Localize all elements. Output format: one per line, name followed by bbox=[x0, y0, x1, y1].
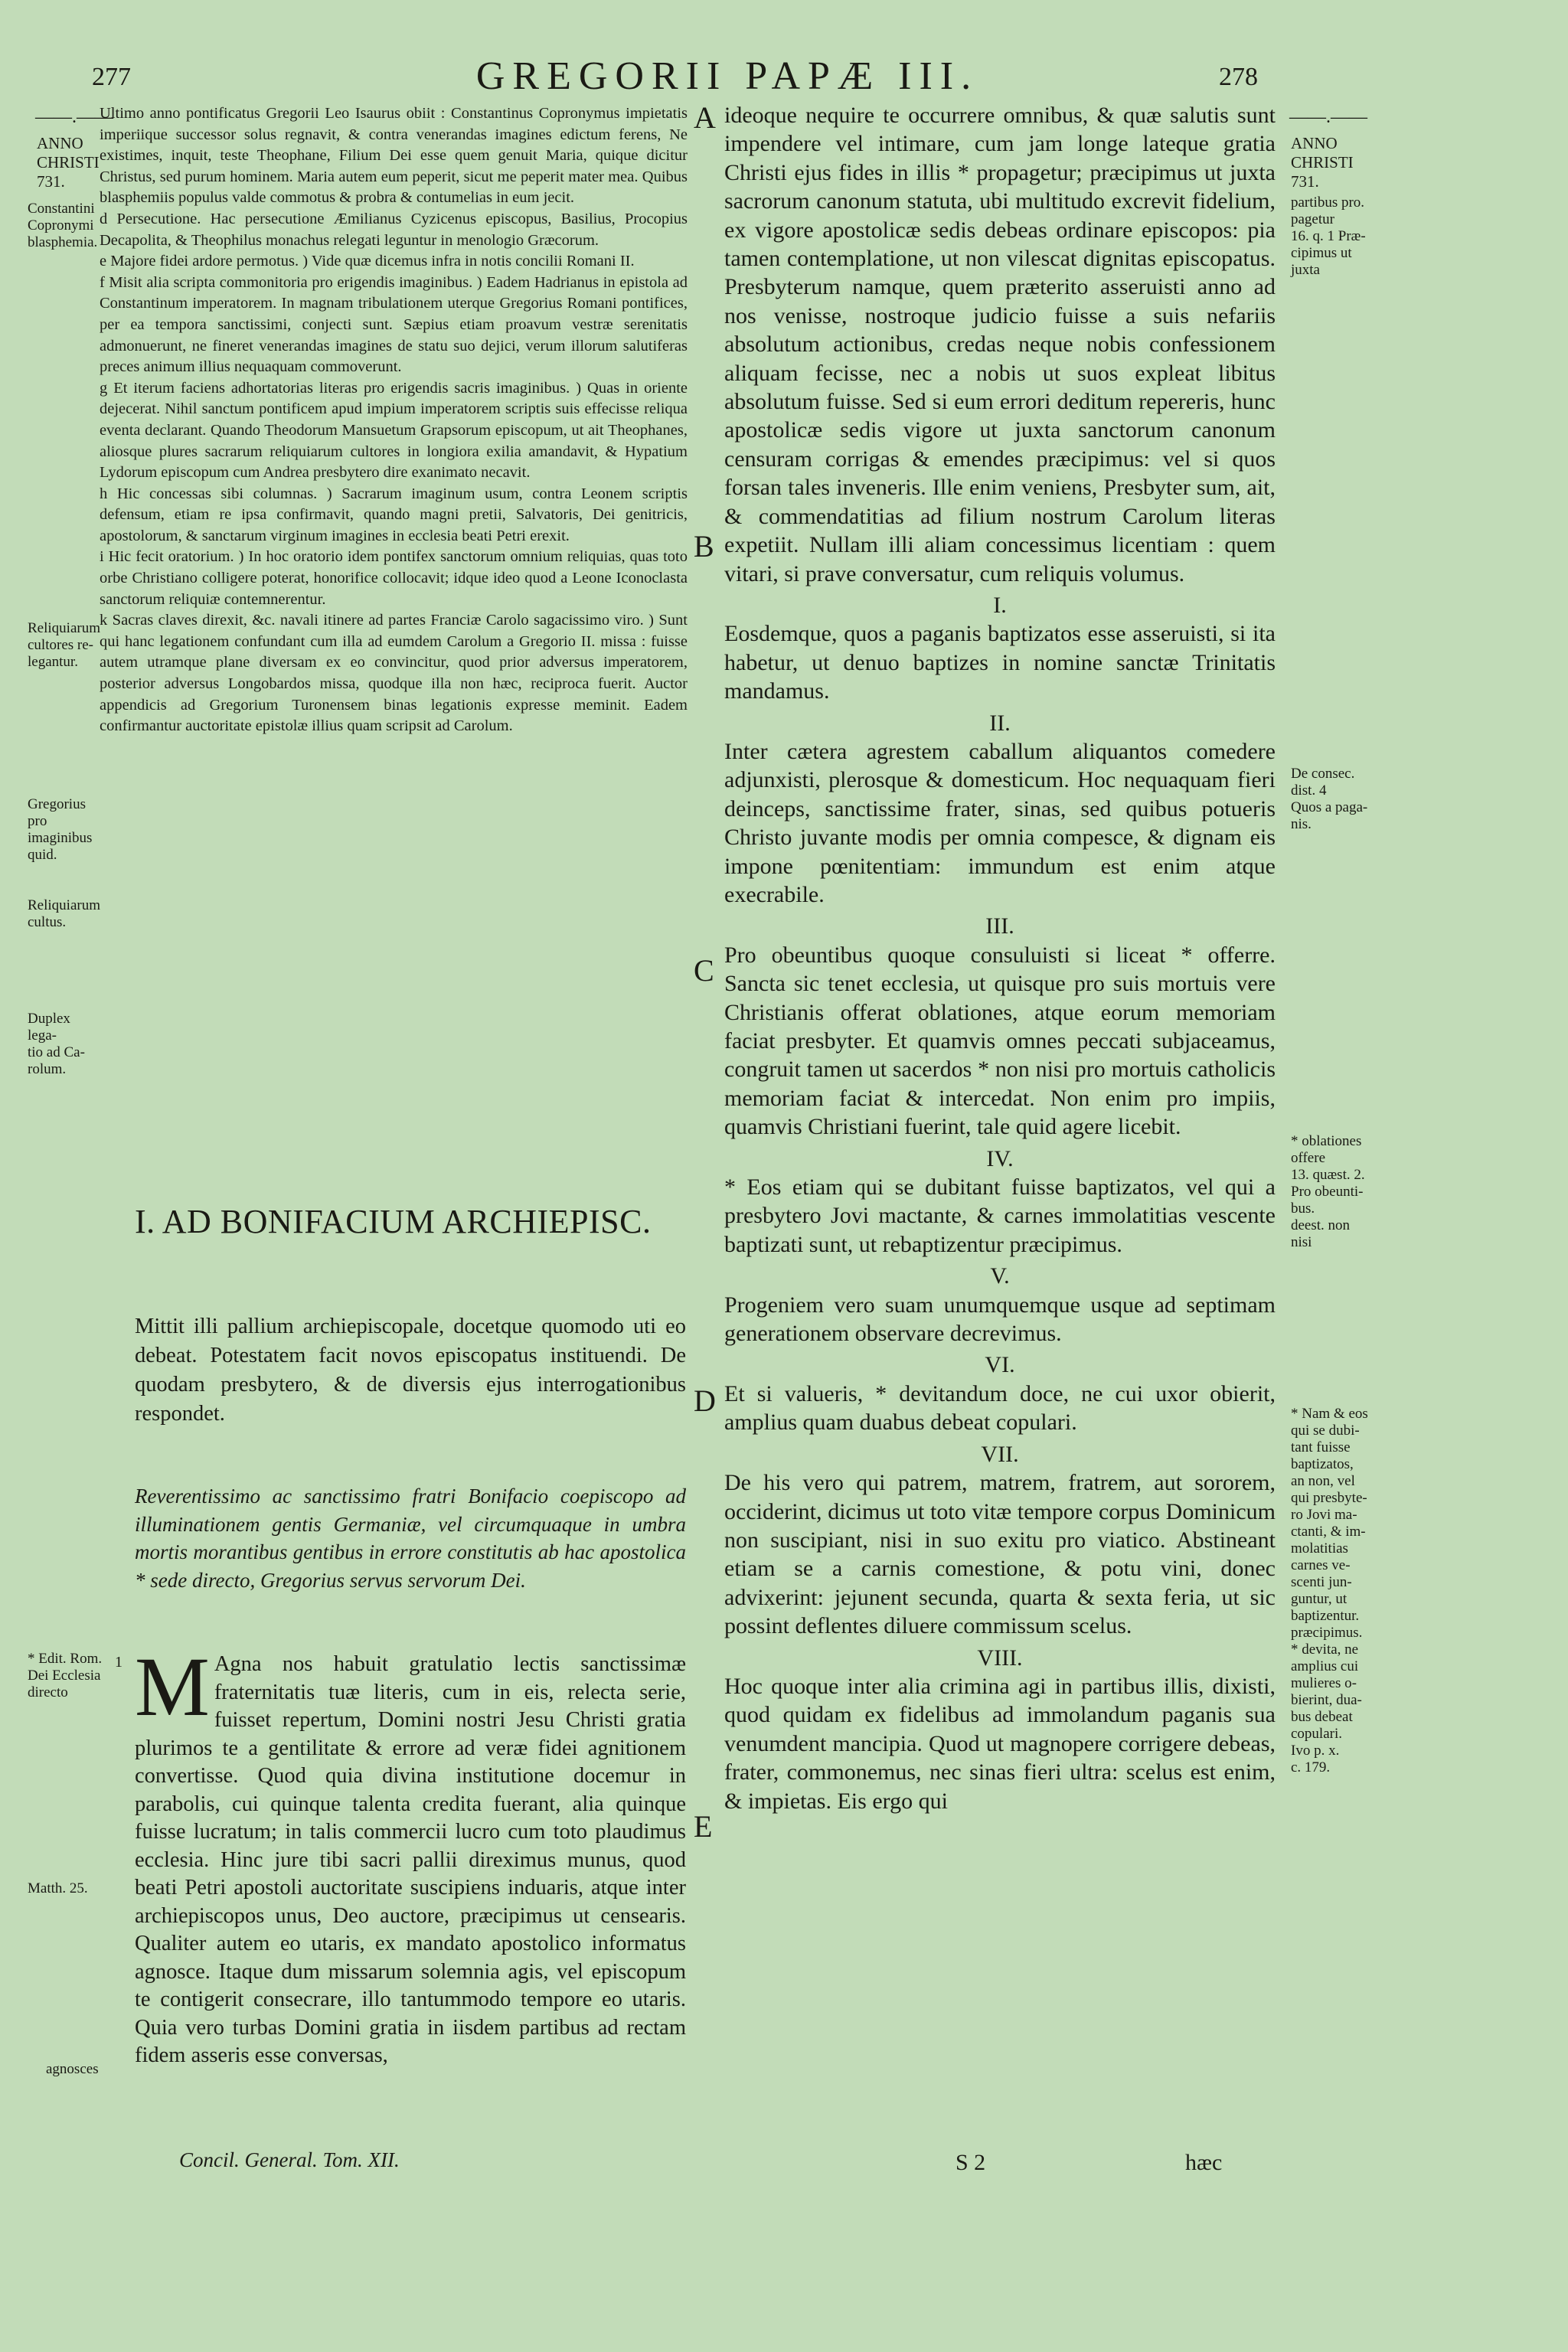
section-text: De his vero qui patrem, matrem, fratrem, aut sororem, occiderint, dicimus ut toto vitæ tempore corpus Dominicum non suscipiant, nisi in suo exitu pro viatico. Abstineant etiam se a carnis comestione, & potu vini, donec advixerint: jejunent secunda, quarta & sexta feria, ut sic possint deflentes diluere commissum scelus. bbox=[724, 1470, 1276, 1639]
margin-anno-left: ANNO CHRISTI 731. bbox=[37, 134, 100, 191]
section-letter-a: A bbox=[694, 100, 716, 135]
section-text: Hoc quoque inter alia crimina agi in partibus illis, dixisti, quod quidam ex fidelibus ad immolandum paganis sua venumdent mancipia. Quod ut magnopere corrigere debeas, frater, commonemus, nec sinas fieri ultra: scelus est enim, & impietas. Eis ergo qui bbox=[724, 1673, 1276, 1814]
margin-constantini: Constantini Copronymi blasphemia. bbox=[28, 201, 98, 250]
section-text: * Eos etiam qui se dubitant fuisse baptizatos, vel qui a presbytero Jovi mactante, & carnes immolatitias vescente baptizati sunt, ut rebaptizentur præcipimus. bbox=[724, 1174, 1276, 1257]
note-paragraph: Ultimo anno pontificatus Gregorii Leo Isaurus obiit : Constantinus Copronymus impietatis imperiique successor solus regnavit, & contra venerandas imagines edictum ferens, Ne existimes, inquit, teste Theophane, Filium Dei esse quem genuit Maria, quique dicitur Christus, sed purum hominem. Maria autem eum peperit, sicut me peperit mater mea. Quibus blasphemiis populus valde commotus & probra & contumelias in eum jecit. bbox=[100, 105, 688, 207]
section-number: VIII. bbox=[977, 1645, 1023, 1671]
margin-gregorius-pro: Gregorius pro imaginibus quid. bbox=[28, 796, 93, 863]
letter-body bbox=[135, 1640, 686, 2070]
signature-mark: S 2 bbox=[956, 2150, 986, 2175]
header-dash-left: ——.—— bbox=[35, 107, 113, 127]
section-text: Eosdemque, quos a paganis baptizatos esse asseruisti, si ita habetur, ut denuo baptizes in nomine sanctæ Trinitatis mandamus. bbox=[724, 621, 1276, 704]
note-paragraph: i Hic fecit oratorium. ) In hoc oratorio idem pontifex sanctorum omnium reliquias, quas toto orbe Christiano colligere poterat, honorifice collocavit; idque ideo quod a Leone Iconoclasta sanctorum reliquiæ contemnerentur. bbox=[100, 548, 688, 608]
section-number: VI. bbox=[985, 1352, 1015, 1378]
header-dash-right: ——.—— bbox=[1289, 107, 1367, 127]
note-paragraph: g Et iterum faciens adhortatorias literas pro erigendis sacris imaginibus. ) Quas in oriente dejecerat. Nihil sanctum pontificem apud impium imperatorem scriptis suis effecisse reliqua eventa declarant. Quando Theodorum Mansuetum Grapsorum episcopum, ut ait Theophanes, aliosque plures sacrarum reliquiarum cultores in longiora exilia amandavit, & Hypatium Lydorum episcopum cum Andrea presbytero dire exanimato necavit. bbox=[100, 379, 688, 482]
section-text: Et si valueris, * devitandum doce, ne cui uxor obierit, amplius quam duabus debeat copulari. bbox=[724, 1380, 1276, 1436]
section-number: IV. bbox=[986, 1145, 1014, 1171]
section-text: Progeniem vero suam unumquemque usque ad septimam generationem observare decrevimus. bbox=[724, 1292, 1276, 1347]
margin-reliquiarum-cultores: Reliquiarum cultores re- legantur. bbox=[28, 620, 100, 670]
right-column bbox=[724, 101, 1276, 1815]
margin-matth: Matth. 25. bbox=[28, 1880, 88, 1896]
note-paragraph: h Hic concessas sibi columnas. ) Sacrarum imaginum usum, contra Leonem scriptis defensum, etiam re ipsa confirmavit, quando magni pretii, Salvatoris, Dei genitricis, apostolorum, & sanctarum virginum imagines in ecclesia beati Petri erexit. bbox=[100, 485, 688, 544]
catchword: hæc bbox=[1185, 2150, 1223, 2175]
margin-de-consec: De consec. dist. 4 Quos a paga- nis. bbox=[1291, 766, 1368, 832]
section-text: Pro obeuntibus quoque consuluisti si liceat * offerre. Sancta sic tenet ecclesia, ut quisque pro suis mortuis vere Christianis offerat oblationes, atque eorum memoriam faciat presbyter. Et quamvis omnes peccati subjaceamus, congruit tamen ut sacerdos * non nisi pro mortuis catholicis memoriam faciat & intercedat. Non enim pro impiis, quamvis Christiani fuerint, tale quid agere licebit. bbox=[724, 942, 1276, 1140]
letter-address: Reverentissimo ac sanctissimo fratri Bonifacio coepiscopo ad illuminationem gentis Germaniæ, vel circumquaque in umbra mortis morantibus gentibus in errore constitutis ab hac apostolica * sede directo, Gregorius servus servorum Dei. bbox=[135, 1485, 686, 1592]
note-paragraph: e Majore fidei ardore permotus. ) Vide quæ dicemus infra in notis concilii Romani II. bbox=[100, 253, 635, 270]
note-paragraph: d Persecutione. Hac persecutione Æmilianus Cyzicenus episcopus, Basilius, Procopius Decapolita, & Theophilus monachus relegati leguntur in menologio Græcorum. bbox=[100, 210, 688, 249]
margin-anno-right: ANNO CHRISTI 731. bbox=[1291, 134, 1354, 191]
drop-cap: M bbox=[135, 1640, 210, 1733]
note-paragraph: f Misit alia scripta commonitoria pro erigendis imaginibus. ) Eadem Hadrianus in epistola ad Constantinum imperatorem. In magnam tribulationem uterque Gregorius Romani pontifices, per ea tempora sanctissimi, conjecti sunt. Sæpius etiam proavum vestræ serenitatis admonuerunt, ne fineret venerandas imagines de statu suo dejici, verum illorum salutiferas preces animum illius nequaquam commoverunt. bbox=[100, 273, 688, 376]
volume-signature: Concil. General. Tom. XII. bbox=[179, 2148, 400, 2171]
margin-agnosces: agnosces bbox=[46, 2061, 99, 2077]
letter-text: Agna nos habuit gratulatio lectis sanctissimæ fraternitatis tuæ literis, cum in eis, relecta serie, fuisset repertum, Domini nostri Jesu Christi gratia plurimos te a gentilitate & errore ad veræ fidei agnitionem convertisse. Quod quia divina institutione docemur in parabolis, cui quinque talenta credita fuerant, alia quinque fuisse lucratum; in talis commercii lucro cum toto plaudimus ecclesia. Hinc jure tibi sacri pallii direximus munus, quod beati Petri apostoli auctoritate suscipiens induaris, atque inter archiepiscopos unus, Deo auctore, præcipimus ut censearis. Qualiter autem eo utaris, ex mandato apostolico informatus agnosce. Itaque dum missarum solemnia agis, vel episcopum te contigerit consecrare, illo tantummodo tempore eo utaris. Quia vero turbas Domini gratia in iisdem partibus ad rectam fidem asseris esse conversas, bbox=[135, 1652, 686, 2067]
section-number: VII. bbox=[981, 1441, 1019, 1467]
note-marker: 1 bbox=[115, 1654, 122, 1671]
notes-column bbox=[100, 103, 688, 737]
letter-summary: Mittit illi pallium archiepiscopale, docetque quomodo uti eo debeat. Potestatem facit novos episcopatus instituendi. De quodam presbytero, & de diversis ejus interrogationibus respondet. bbox=[135, 1315, 686, 1426]
page-number-right: 278 bbox=[1219, 63, 1258, 91]
margin-reliquiarum-cultus: Reliquiarum cultus. bbox=[28, 897, 100, 930]
section-text: Inter cætera agrestem caballum aliquantos comedere adjunxisti, plerosque & domesticum. Hoc nequaquam fieri deinceps, sanctissime frater, sinas, sed quibus potueris Christo juvante modis per omnia compesce, & dignam eis impone pœnitentiam: immundum est enim atque execrabile. bbox=[724, 738, 1276, 907]
section-letter-b: B bbox=[694, 529, 714, 564]
section-number: II. bbox=[989, 710, 1011, 736]
margin-edit-rom: * Edit. Rom. Dei Ecclesia directo bbox=[28, 1651, 103, 1700]
section-number: V. bbox=[990, 1263, 1010, 1289]
margin-nam-eos: * Nam & eos qui se dubi- tant fuisse baptizatos, an non, vel qui presbyte- ro Jovi ma- ctanti, & im- molatitias carnes ve- scenti jun- guntur, ut baptizentur. præcipimus. * devita, ne amplius cui mulieres o- bierint, dua- bus debeat copulari. Ivo p. x. c. 179. bbox=[1291, 1406, 1368, 1775]
note-paragraph: k Sacras claves direxit, &c. navali itinere ad partes Franciæ Carolo sagacissimo viro. ) Sunt qui hanc legationem confundant cum illa ad eumdem Carolum a Gregorio II. missa : fuisse autem utramque plane diversam ex eo convincitur, quod prior adversus imperatorem, posterior adversus Longobardos missa, quodque illa non hæc, reciproca fuerit. Auctor appendicis ad Gregorium Turonensem binas legationis expresse meminit. Eadem confirmantur auctoritate epistolæ illius quam scripsit ad Carolum. bbox=[100, 612, 688, 735]
page-number-left: 277 bbox=[92, 63, 131, 91]
running-title: GREGORII PAPÆ III. bbox=[475, 54, 979, 98]
margin-oblationes: * oblationes offere 13. quæst. 2. Pro obeunti- bus. deest. non nisi bbox=[1291, 1133, 1365, 1250]
section-number: III. bbox=[985, 913, 1014, 939]
section-letter-e: E bbox=[694, 1809, 713, 1844]
letter-title: I. AD BONIFACIUM ARCHIEPISC. bbox=[135, 1203, 652, 1240]
margin-duplex-legatio: Duplex lega- tio ad Ca- rolum. bbox=[28, 1011, 85, 1077]
section-letter-c: C bbox=[694, 953, 714, 988]
right-intro: ideoque nequire te occurrere omnibus, & quæ salutis sunt impendere vel intimare, cum jam longe lateque gratia Christi ejus fides in illis * propagetur; præcipimus ut juxta sacrorum canonum statuta, ubi multitudo excrevit fidelium, ex vigore apostolicæ sedis debeas ordinare episcopos: pia tamen contemplatione, ut non vilescat dignitas episcopatus. Presbyterum namque, quem præterito asseruisti anno ad nos venisse, nostroque judicio fuisse a suis nefariis absolutum actionibus, credas neque nobis confessionem aliquam fecisse, nec a nobis ut suos expleat libitus absolutum fuisse. Sed si eum errori deditum repereris, hunc apostolicæ sedis vigore ut juxta sanctorum canonum censuram corrigas & emendes præcipimus: vel si quos forsan tales inveneris. Ille enim veniens, Presbyter sum, ait, & commendatitias ad filium nostrum Carolum literas expetiit. Nullam illi aliam concessimus licentiam : quem vitari, si prave conversatur, cum reliquis volumus. bbox=[724, 103, 1276, 586]
margin-partibus: partibus pro. pagetur 16. q. 1 Præ- cipimus ut juxta bbox=[1291, 194, 1366, 278]
section-number: I. bbox=[993, 592, 1007, 618]
section-letter-d: D bbox=[694, 1383, 716, 1418]
